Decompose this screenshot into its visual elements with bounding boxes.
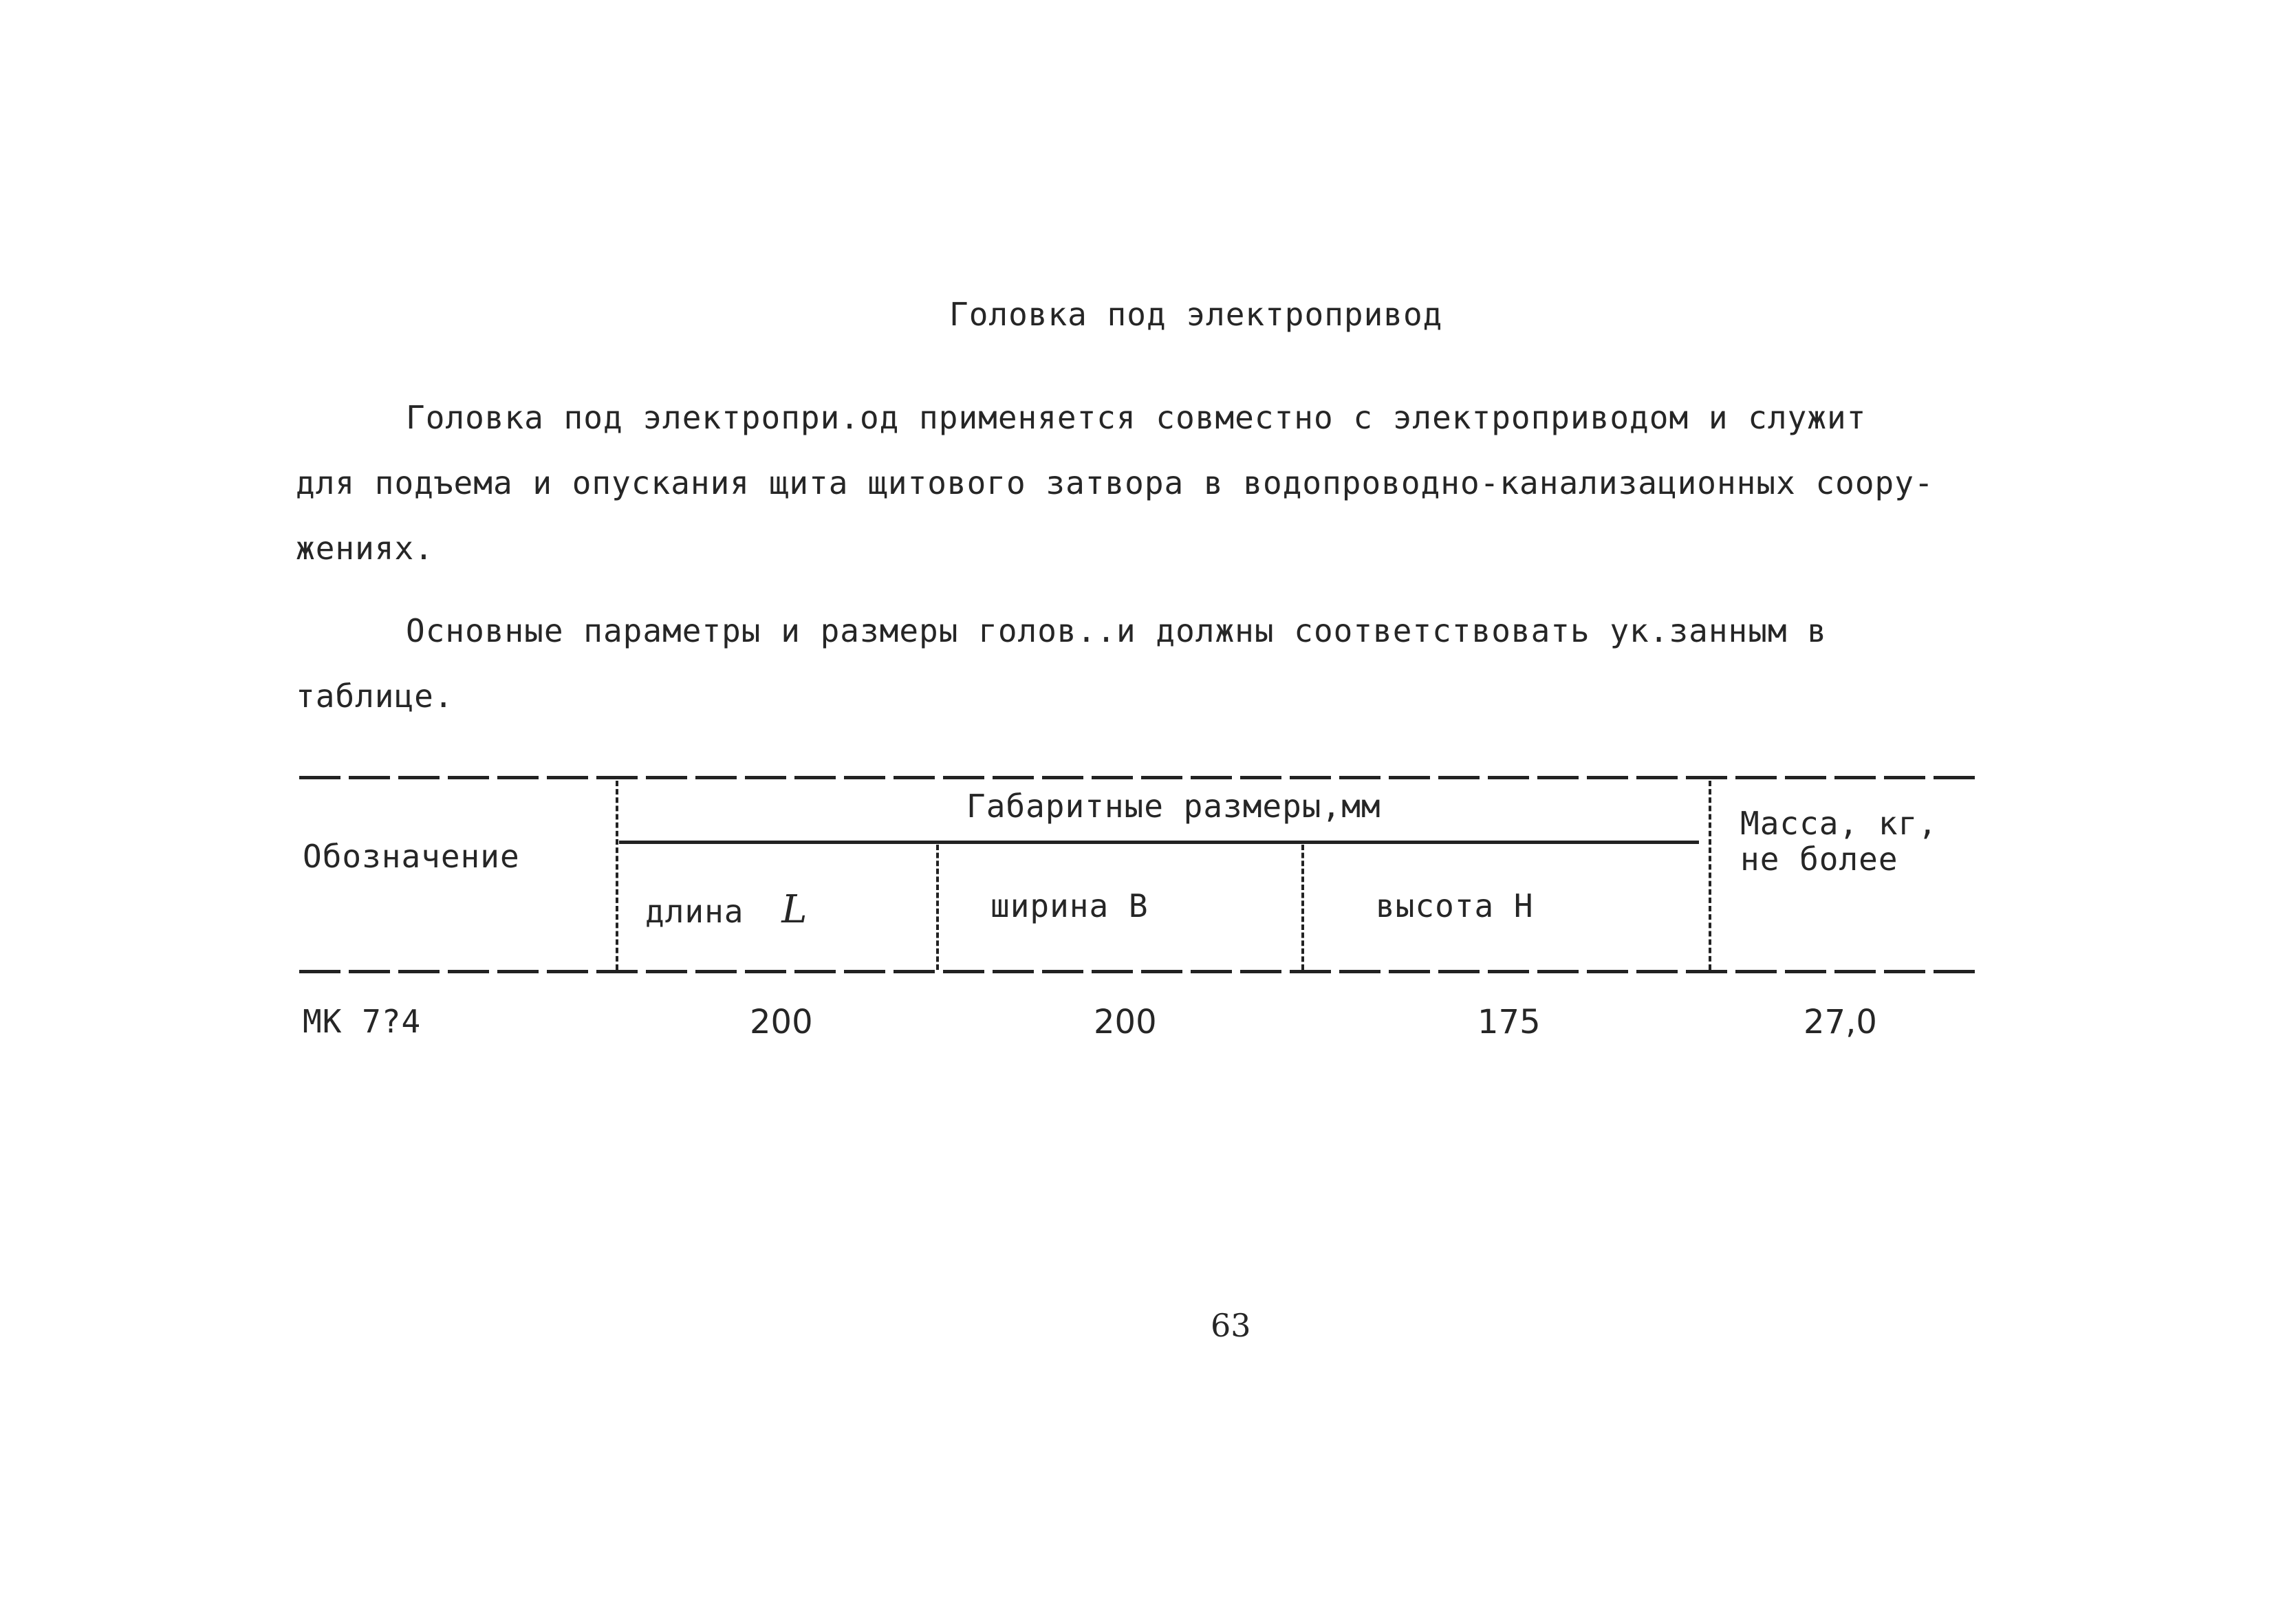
table-divider-width [1301, 845, 1304, 970]
table-divider-mass [1709, 781, 1711, 970]
paragraph-2-line-1: Основные параметры и размеры голов..и должны соответствовать ук.занным в [406, 612, 1827, 649]
header-length-symbol: L [781, 887, 808, 932]
table-top-rule [299, 776, 1981, 779]
paragraph-1-line-2: для подъема и опускания щита щитового затвора в водопроводно-канализационных соору- [296, 464, 1934, 501]
page-number: 63 [1211, 1307, 1251, 1344]
header-height: высота Н [1376, 887, 1534, 924]
row-width: 200 [1094, 1003, 1157, 1041]
header-designation: Обозначение [303, 838, 520, 875]
row-length: 200 [750, 1003, 813, 1041]
table-group-rule [619, 841, 1699, 844]
header-dimensions-group: Габаритные размеры,мм [966, 788, 1381, 825]
header-mass-line-2: не более [1740, 841, 1898, 878]
table-divider-length [936, 845, 939, 970]
row-height: 175 [1477, 1003, 1541, 1041]
table-header-bottom-rule [299, 970, 1981, 973]
row-mass: 27,0 [1804, 1003, 1877, 1041]
row-designation: МК 7?4 [303, 1003, 422, 1040]
paragraph-1-line-1: Головка под электропри.од применяется совместно с электроприводом и служит [406, 399, 1867, 436]
header-mass-line-1: Масса, кг, [1740, 805, 1938, 842]
header-length [645, 887, 808, 932]
table-divider-designation [616, 781, 618, 970]
header-length-label: длина [645, 893, 744, 930]
header-width: ширина В [990, 887, 1149, 924]
paragraph-1-line-3: жениях. [296, 530, 434, 567]
paragraph-2-line-2: таблице. [296, 678, 454, 715]
section-title: Головка под электропривод [949, 296, 1443, 333]
